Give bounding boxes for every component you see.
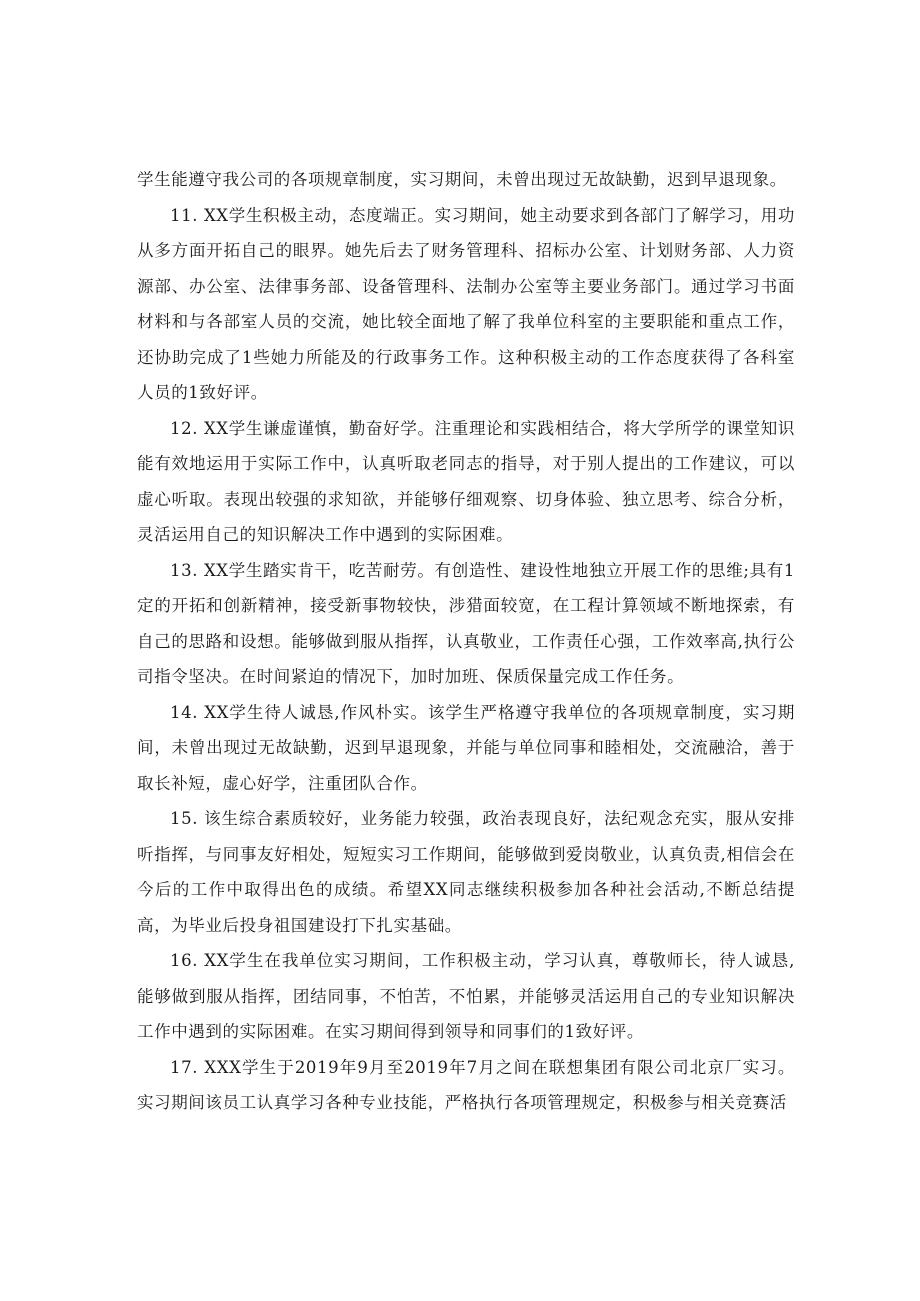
paragraph-item-16: 16. XX学生在我单位实习期间，工作积极主动，学习认真，尊敬师长，待人诚恳,能够做到服从指挥，团结同事，不怕苦，不怕累，并能够灵活运用自己的专业知识解决工作中遇到的实际困难。在实习期间得到领导和同事们的1致好评。 <box>137 951 795 1041</box>
paragraph-item-13: 13. XX学生踏实肯干，吃苦耐劳。有创造性、建设性地独立开展工作的思维;具有1定的开拓和创新精神，接受新事物较快，涉猎面较宽，在工程计算领域不断地探索，有自己的思路和设想。能够做到服从指挥，认真敬业，工作责任心强，工作效率高,执行公司指令坚决。在时间紧迫的情况下，加时加班、保质保量完成工作任务。 <box>137 560 795 686</box>
paragraph-item-14: 14. XX学生待人诚恳,作风朴实。该学生严格遵守我单位的各项规章制度，实习期间，未曾出现过无故缺勤，迟到早退现象，并能与单位同事和睦相处，交流融洽，善于取长补短，虚心好学，注重团队合作。 <box>137 702 795 793</box>
document-body <box>137 162 795 1121</box>
paragraph-item-15: 15. 该生综合素质较好，业务能力较强，政治表现良好，法纪观念充实，服从安排听指挥，与同事友好相处，短短实习工作期间，能够做到爱岗敬业，认真负责,相信会在今后的工作中取得出色的成绩。希望XX同志继续积极参加各种社会活动,不断总结提高，为毕业后投身祖国建设打下扎实基础。 <box>137 809 795 935</box>
paragraph-item-11: 11. XX学生积极主动，态度端正。实习期间，她主动要求到各部门了解学习，用功从多方面开拓自己的眼界。她先后去了财务管理科、招标办公室、计划财务部、人力资源部、办公室、法律事务部、设备管理科、法制办公室等主要业务部门。通过学习书面材料和与各部室人员的交流，她比较全面地了解了我单位科室的主要职能和重点工作，还协助完成了1些她力所能及的行政事务工作。这种积极主动的工作态度获得了各科室人员的1致好评。 <box>137 205 795 402</box>
paragraph-item-17: 17. XXX学生于2019年9月至2019年7月之间在联想集团有限公司北京厂实习。实习期间该员工认真学习各种专业技能，严格执行各项管理规定，积极参与相关竞赛活 <box>137 1057 795 1112</box>
paragraph-intro-continuation: 学生能遵守我公司的各项规章制度，实习期间，未曾出现过无故缺勤，迟到早退现象。 <box>137 170 787 189</box>
paragraph-item-12: 12. XX学生谦虚谨慎，勤奋好学。注重理论和实践相结合，将大学所学的课堂知识能有效地运用于实际工作中，认真听取老同志的指导，对于别人提出的工作建议，可以虚心听取。表现出较强的求知欲，并能够仔细观察、切身体验、独立思考、综合分析，灵活运用自己的知识解决工作中遇到的实际困难。 <box>137 418 795 544</box>
